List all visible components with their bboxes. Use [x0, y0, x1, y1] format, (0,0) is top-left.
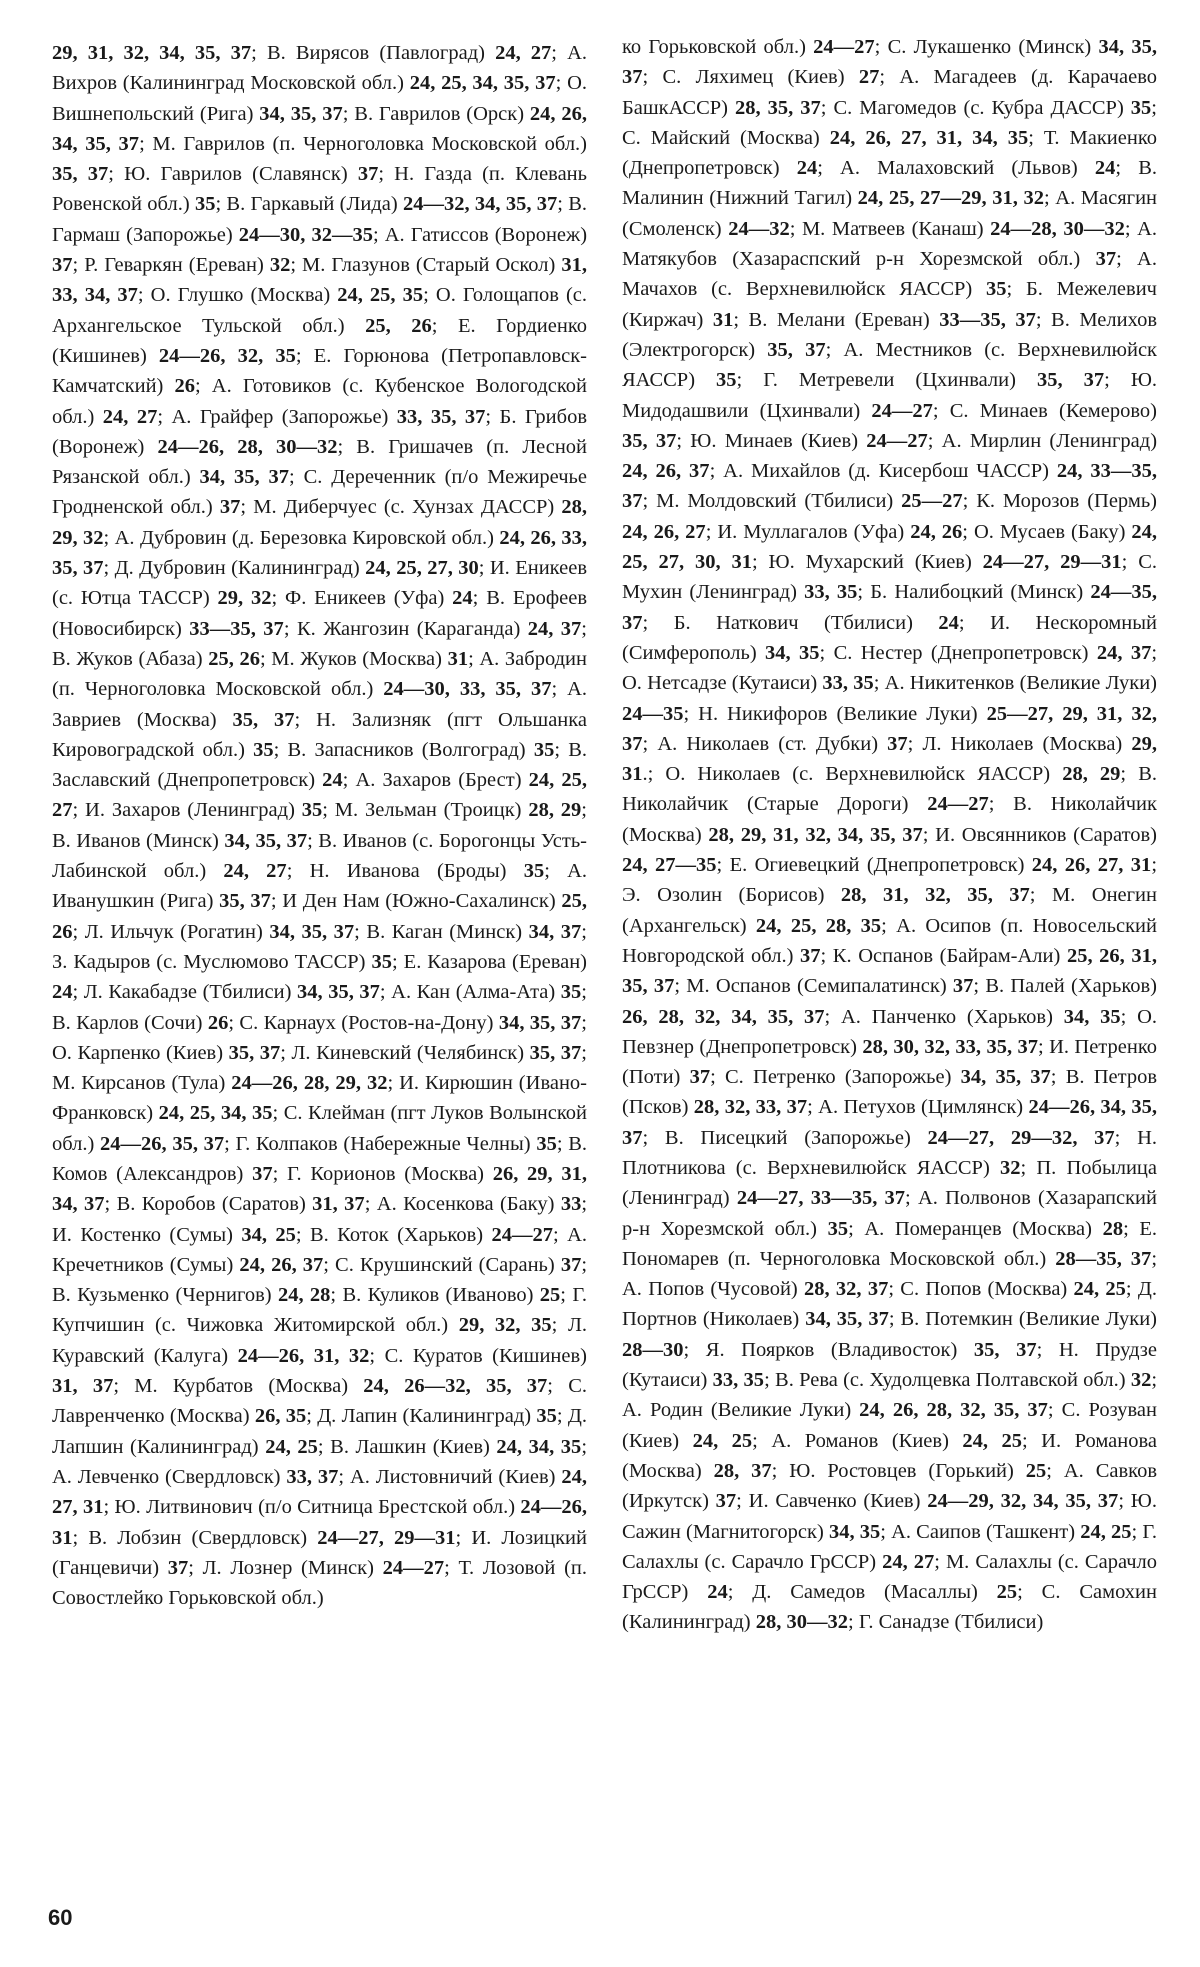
issue-numbers: 24, 25, 34, 35, 37: [409, 72, 556, 95]
issue-numbers: 24, 25: [265, 1435, 318, 1458]
issue-numbers: 24: [796, 157, 818, 180]
issue-numbers: 24—26, 31: [52, 1496, 587, 1549]
issue-numbers: 37: [252, 1162, 273, 1185]
issue-numbers: 34, 35, 37: [622, 36, 1158, 89]
issue-numbers: 35, 37: [767, 338, 826, 361]
issue-numbers: 24: [938, 611, 959, 634]
issue-numbers: 25, 26, 31, 35, 37: [622, 944, 1158, 998]
issue-numbers: 28—35, 37: [1055, 1247, 1152, 1270]
issue-numbers: 24—26, 28, 30—32: [157, 435, 338, 458]
issue-numbers: 35: [194, 193, 216, 216]
issue-numbers: 33, 37: [286, 1465, 339, 1488]
issue-numbers: 24, 27: [223, 860, 287, 883]
issue-numbers: 28, 29: [1062, 763, 1121, 786]
issue-numbers: 35: [536, 1132, 557, 1155]
issue-numbers: 34, 35, 37: [224, 829, 308, 852]
issue-numbers: 24, 25, 27: [52, 769, 588, 822]
issue-numbers: 26: [207, 1011, 229, 1034]
issue-numbers: 34, 35: [828, 1520, 881, 1543]
issue-numbers: 24—27, 29—31: [317, 1526, 456, 1549]
issue-numbers: 28, 29: [528, 799, 582, 822]
issue-numbers: 35: [716, 369, 737, 392]
issue-numbers: 24—26, 34, 35, 37: [622, 1096, 1158, 1149]
issue-numbers: 24, 26, 27, 31, 34, 35: [829, 126, 1029, 149]
issue-numbers: 33, 35: [804, 581, 858, 604]
issue-numbers: 28, 31, 32, 35, 37: [840, 884, 1030, 907]
issue-numbers: 35: [1130, 96, 1152, 119]
issue-numbers: 33, 35: [822, 672, 874, 695]
issue-numbers: 24—26, 31, 32: [237, 1344, 370, 1367]
issue-numbers: 25: [539, 1284, 561, 1307]
issue-numbers: 32: [999, 1156, 1021, 1179]
issue-numbers: 25—27, 29, 31, 32, 37: [622, 702, 1158, 755]
issue-numbers: 24—27: [866, 429, 928, 452]
issue-numbers: 28, 37: [713, 1459, 772, 1482]
issue-numbers: 24, 27: [102, 405, 158, 428]
issue-numbers: 24, 25: [1080, 1520, 1132, 1543]
issue-numbers: 24, 25, 27, 30, 31: [622, 520, 1158, 574]
issue-numbers: 35: [301, 799, 323, 822]
issue-numbers: 28, 29, 31, 32, 34, 35, 37: [708, 823, 923, 846]
issue-numbers: 24—30, 32—35: [238, 223, 373, 246]
issue-numbers: 24: [707, 1581, 728, 1604]
issue-numbers: 24, 26—32, 35, 37: [363, 1375, 548, 1398]
issue-numbers: 35, 37: [1036, 369, 1105, 392]
issue-numbers: 29, 32: [217, 587, 272, 610]
issue-numbers: 24, 25, 27—29, 31, 32: [857, 187, 1044, 210]
issue-numbers: 29, 31, 32, 34, 35, 37: [52, 42, 252, 64]
issue-numbers: 26, 28, 32, 34, 35, 37: [622, 1005, 825, 1028]
issue-numbers: 24, 25, 35: [337, 284, 424, 307]
issue-numbers: 24, 27, 31: [52, 1465, 588, 1519]
issue-numbers: 24—27, 29—32, 37: [927, 1126, 1115, 1149]
issue-numbers: 24—26, 32, 35: [158, 344, 296, 367]
issue-numbers: 35: [560, 981, 582, 1004]
issue-numbers: 37: [952, 975, 974, 998]
issue-numbers: 24, 25: [692, 1429, 753, 1452]
issue-numbers: 35, 37: [219, 890, 271, 913]
issue-numbers: 24, 26, 28, 32, 35, 37: [859, 1399, 1048, 1422]
issue-numbers: 34, 35, 37: [498, 1011, 582, 1034]
issue-numbers: 24—35, 37: [622, 581, 1158, 634]
issue-numbers: 29, 31: [622, 732, 1158, 786]
issue-numbers: 33—35, 37: [939, 308, 1036, 331]
issue-numbers: 24, 37: [1096, 641, 1152, 664]
issue-numbers: 24, 26: [910, 520, 963, 543]
issue-numbers: 26, 29, 31, 34, 37: [52, 1162, 587, 1216]
issue-numbers: 37: [800, 944, 821, 967]
issue-numbers: 24: [52, 981, 73, 1004]
left-column-text: 29, 31, 32, 34, 35, 37; В. Вирясов (Павлоград) 24, 27; А. Вихров (Калининград Московской обл.) 24, 25, 34, 35, 37; О. Вишнепольский (Рига) 34, 35, 37; В. Гаврилов (Орск) 24, 26, 34, 35, 37; М. Гаврилов (п. Черноголовка Московской обл.) 35, 37; Ю. Гаврилов (Славянск) 37; Н. Газда (п. Клевань Ровенской обл.) 35; В. Гаркавый (Лида) 24—32, 34, 35, 37; В. Гармаш (Запорожье) 24—30, 32—35; А. Гатиссов (Воронеж) 37; Р. Геваркян (Ереван) 32; М. Глазунов (Старый Оскол) 31, 33, 34, 37; О. Глушко (Москва) 24, 25, 35; О. Голощапов (с. Архангельское Тульской обл.) 25, 26; Е. Гордиенко (Кишинев) 24—26, 32, 35; Е. Горюнова (Петропавловск-Камчатский) 26; А. Готовиков (с. Кубенское Вологодской обл.) 24, 27; А. Грайфер (Запорожье) 33, 35, 37; Б. Грибов (Воронеж) 24—26, 28, 30—32; В. Гришачев (п. Лесной Рязанской обл.) 34, 35, 37; С. Дереченник (п/о Межиречье Гродненской обл.) 37; М. Диберчуес (с. Хунзах ДАССР) 28, 29, 32; А. Дубровин (д. Березовка Кировской обл.) 24, 26, 33, 35, 37; Д. Дубровин (Калининград) 24, 25, 27, 30; И. Еникеев (с. Ютца ТАССР) 29, 32; Ф. Еникеев (Уфа) 24; В. Ерофеев (Новосибирск) 33—35, 37; К. Жангозин (Караганда) 24, 37; В. Жуков (Абаза) 25, 26; М. Жуков (Москва) 31; А. Забродин (п. Черноголовка Московской обл.) 24—30, 33, 35, 37; А. Завриев (Москва) 35, 37; Н. Зализняк (пгт Ольшанка Кировоградской обл.) 35; В. Запасников (Волгоград) 35; В. Заславский (Днепропетровск) 24; А. Захаров (Брест) 24, 25, 27; И. Захаров (Ленинград) 35; М. Зельман (Троицк) 28, 29; В. Иванов (Минск) 34, 35, 37; В. Иванов (с. Борогонцы Усть-Лабинской обл.) 24, 27; Н. Иванова (Броды) 35; А. Иванушкин (Рига) 35, 37; И Ден Нам (Южно-Сахалинск) 25, 26; Л. Ильчук (Рогатин) 34, 35, 37; В. Каган (Минск) 34, 37; З. Кадыров (с. Муслюмово ТАССР) 35; Е. Казарова (Ереван) 24; Л. Какабадзе (Тбилиси) 34, 35, 37; А. Кан (Алма-Ата) 35; В. Карлов (Сочи) 26; С. Карнаух (Ростов-на-Дону) 34, 35, 37; О. Карпенко (Киев) 35, 37; Л. Киневский (Челябинск) 35, 37; М. Кирсанов (Тула) 24—26, 28, 29, 32; И. Кирюшин (Ивано-Франковск) 24, 25, 34, 35; С. Клейман (пгт Луков Волынской обл.) 24—26, 35, 37; Г. Колпаков (Набережные Челны) 35; В. Комов (Александров) 37; Г. Корионов (Москва) 26, 29, 31, 34, 37; В. Коробов (Саратов) 31, 37; А. Косенкова (Баку) 33; И. Костенко (Сумы) 34, 25; В. Коток (Харьков) 24—27; А. Кречетников (Сумы) 24, 26, 37; С. Крушинский (Сарань) 37; В. Кузьменко (Чернигов) 24, 28; В. Куликов (Иваново) 25; Г. Купчишин (с. Чижовка Житомирской обл.) 29, 32, 35; Л. Куравский (Калуга) 24—26, 31, 32; С. Куратов (Кишинев) 31, 37; М. Курбатов (Москва) 24, 26—32, 35, 37; С. Лавренченко (Москва) 26, 35; Д. Лапин (Калининград) 35; Д. Лапшин (Калининград) 24, 25; В. Лашкин (Киев) 24, 34, 35; А. Левченко (Свердловск) 33, 37; А. Листовничий (Киев) 24, 27, 31; Ю. Литвинович (п/о Ситница Брестской обл.) 24—26, 31; В. Лобзин (Свердловск) 24—27, 29—31; И. Лозицкий (Ганцевичи) 37; Л. Лознер (Минск) 24—27; Т. Лозовой (п. Совостлейко Горьковской обл.): [52, 42, 588, 1610]
issue-numbers: 24—29, 32, 34, 35, 37: [927, 1490, 1119, 1513]
issue-numbers: 26: [174, 375, 195, 398]
issue-numbers: 34, 35, 37: [297, 981, 380, 1004]
issue-numbers: 24: [322, 769, 343, 792]
issue-numbers: 24—32, 34, 35, 37: [403, 193, 558, 216]
issue-numbers: 24—27: [382, 1556, 445, 1579]
issue-numbers: 37: [715, 1490, 737, 1513]
issue-numbers: 34, 35, 37: [259, 102, 343, 125]
issue-numbers: 24, 25: [1073, 1278, 1126, 1301]
right-column: [622, 32, 1157, 1638]
issue-numbers: 24, 25: [962, 1429, 1022, 1452]
issue-numbers: 24, 25, 28, 35: [755, 914, 882, 937]
issue-numbers: 24, 27: [882, 1550, 935, 1573]
issue-numbers: 32: [269, 254, 291, 277]
page-number: 60: [48, 1905, 73, 1930]
issue-numbers: 24, 26, 37: [239, 1253, 324, 1276]
issue-numbers: 33, 35: [712, 1369, 765, 1392]
issue-numbers: 27: [858, 66, 880, 89]
issue-numbers: 24, 28: [277, 1284, 331, 1307]
issue-numbers: 34, 35, 37: [199, 466, 290, 489]
issue-numbers: 25: [1025, 1459, 1047, 1482]
issue-numbers: 24—27: [871, 399, 933, 422]
issue-numbers: 32: [1130, 1369, 1152, 1392]
issue-numbers: 35: [536, 1405, 557, 1428]
right-column-text: ко Горьковской обл.) 24—27; С. Лукашенко (Минск) 34, 35, 37; С. Ляхимец (Киев) 27; А. Магадеев (д. Карачаево БашкАССР) 28, 35, 37; С. Магомедов (с. Кубра ДАССР) 35; С. Майский (Москва) 24, 26, 27, 31, 34, 35; Т. Макиенко (Днепропетровск) 24; А. Малаховский (Львов) 24; В. Малинин (Нижний Тагил) 24, 25, 27—29, 31, 32; А. Масягин (Смоленск) 24—32; М. Матвеев (Канаш) 24—28, 30—32; А. Матякубов (Хазараспский р-н Хорезмской обл.) 37; А. Мачахов (с. Верхневилюйск ЯАССР) 35; Б. Межелевич (Киржач) 31; В. Мелани (Ереван) 33—35, 37; В. Мелихов (Электрогорск) 35, 37; А. Местников (с. Верхневилюйск ЯАССР) 35; Г. Метревели (Цхинвали) 35, 37; Ю. Мидодашвили (Цхинвали) 24—27; С. Минаев (Кемерово) 35, 37; Ю. Минаев (Киев) 24—27; А. Мирлин (Ленинград) 24, 26, 37; А. Михайлов (д. Кисербош ЧАССР) 24, 33—35, 37; М. Молдовский (Тбилиси) 25—27; К. Морозов (Пермь) 24, 26, 27; И. Муллагалов (Уфа) 24, 26; О. Мусаев (Баку) 24, 25, 27, 30, 31; Ю. Мухарский (Киев) 24—27, 29—31; С. Мухин (Ленинград) 33, 35; Б. Налибоцкий (Минск) 24—35, 37; Б. Наткович (Тбилиси) 24; И. Нескоромный (Симферополь) 34, 35; С. Нестер (Днепропетровск) 24, 37; О. Нетсадзе (Кутаиси) 33, 35; А. Никитенков (Великие Луки) 24—35; Н. Никифоров (Великие Луки) 25—27, 29, 31, 32, 37; А. Николаев (ст. Дубки) 37; Л. Николаев (Москва) 29, 31.; О. Николаев (с. Верхневилюйск ЯАССР) 28, 29; В. Николайчик (Старые Дороги) 24—27; В. Николайчик (Москва) 28, 29, 31, 32, 34, 35, 37; И. Овсянников (Саратов) 24, 27—35; Е. Огиевецкий (Днепропетровск) 24, 26, 27, 31; Э. Озолин (Борисов) 28, 31, 32, 35, 37; М. Онегин (Архангельск) 24, 25, 28, 35; А. Осипов (п. Новосельский Новгородской обл.) 37; К. Оспанов (Байрам-Али) 25, 26, 31, 35, 37; М. Оспанов (Семипалатинск) 37; В. Палей (Харьков) 26, 28, 32, 34, 35, 37; А. Панченко (Харьков) 34, 35; О. Певзнер (Днепропетровск) 28, 30, 32, 33, 35, 37; И. Петренко (Поти) 37; С. Петренко (Запорожье) 34, 35, 37; В. Петров (Псков) 28, 32, 33, 37; А. Петухов (Цимлянск) 24—26, 34, 35, 37; В. Писецкий (Запорожье) 24—27, 29—32, 37; Н. Плотникова (с. Верхневилюйск ЯАССР) 32; П. Побылица (Ленинград) 24—27, 33—35, 37; А. Полвонов (Хазарапский р-н Хорезмской обл.) 35; А. Померанцев (Москва) 28; Е. Пономарев (п. Черноголовка Московской обл.) 28—35, 37; А. Попов (Чусовой) 28, 32, 37; С. Попов (Москва) 24, 25; Д. Портнов (Николаев) 34, 35, 37; В. Потемкин (Великие Луки) 28—30; Я. Поярков (Владивосток) 35, 37; Н. Прудзе (Кутаиси) 33, 35; В. Рева (с. Худолцевка Полтавской обл.) 32; А. Родин (Великие Луки) 24, 26, 28, 32, 35, 37; С. Розуван (Киев) 24, 25; А. Романов (Киев) 24, 25; И. Романова (Москва) 28, 37; Ю. Ростовцев (Горький) 25; А. Савков (Иркутск) 37; И. Савченко (Киев) 24—29, 32, 34, 35, 37; Ю. Сажин (Магнитогорск) 34, 35; А. Саипов (Ташкент) 24, 25; Г. Салахлы (с. Сарачло ГрССР) 24, 27; М. Салахлы (с. Сарачло ГрССР) 24; Д. Самедов (Масаллы) 25; С. Самохин (Калининград) 28, 30—32; Г. Санадзе (Тбилиси): [622, 36, 1158, 1634]
issue-numbers: 29, 32, 35: [458, 1314, 552, 1337]
issue-numbers: 24, 34, 35: [496, 1435, 582, 1458]
issue-numbers: 37: [167, 1556, 189, 1579]
issue-numbers: 25—27: [901, 490, 963, 513]
issue-numbers: 35, 37: [228, 1041, 281, 1064]
issue-numbers: 24: [452, 587, 473, 610]
issue-numbers: 24, 25, 34, 35: [158, 1102, 273, 1125]
issue-numbers: 35, 37: [232, 708, 295, 731]
issue-numbers: 34, 35: [765, 641, 820, 664]
issue-numbers: 24, 27—35: [622, 854, 717, 877]
issue-numbers: 28—30: [622, 1338, 684, 1361]
issue-numbers: 24—27, 29—31: [982, 551, 1122, 574]
issue-numbers: 24, 27: [495, 42, 552, 64]
issue-numbers: 37: [560, 1253, 582, 1276]
issue-numbers: 24—26, 28, 29, 32: [231, 1072, 388, 1095]
left-column: [52, 38, 587, 1613]
issue-numbers: 24—27: [813, 36, 875, 58]
issue-numbers: 28, 30, 32, 33, 35, 37: [862, 1035, 1038, 1058]
issue-numbers: 31, 37: [312, 1193, 365, 1216]
issue-numbers: 35: [986, 278, 1007, 301]
issue-numbers: 35, 37: [973, 1338, 1037, 1361]
issue-numbers: 28, 30—32: [755, 1611, 849, 1634]
issue-numbers: 31: [447, 647, 469, 670]
issue-numbers: 24, 26, 34, 35, 37: [52, 102, 588, 155]
issue-numbers: 28, 29, 32: [52, 496, 588, 549]
issue-numbers: 24—35: [622, 702, 684, 725]
issue-numbers: 35, 37: [529, 1041, 582, 1064]
issue-numbers: 24, 26, 27, 31: [1031, 854, 1152, 877]
issue-numbers: 25, 26: [365, 314, 432, 337]
issue-numbers: 24, 37: [527, 617, 582, 640]
issue-numbers: 37: [357, 163, 379, 186]
issue-numbers: 28, 32, 37: [804, 1278, 889, 1301]
issue-numbers: 34, 35, 37: [805, 1308, 889, 1331]
issue-numbers: 25: [996, 1581, 1018, 1604]
issue-numbers: 34, 35, 37: [960, 1066, 1051, 1089]
issue-numbers: 24—27, 33—35, 37: [736, 1187, 906, 1210]
issue-numbers: 24—27: [927, 793, 989, 816]
issue-numbers: 35, 37: [622, 429, 677, 452]
issue-numbers: 35: [371, 950, 392, 973]
issue-numbers: 35: [523, 860, 545, 883]
issue-numbers: 26, 35: [254, 1405, 307, 1428]
issue-numbers: 34, 35, 37: [269, 920, 355, 943]
issue-numbers: 33: [560, 1193, 582, 1216]
issue-numbers: 35: [533, 738, 555, 761]
issue-numbers: 24—32: [728, 217, 790, 240]
issue-numbers: 24: [1094, 157, 1116, 180]
issue-numbers: 37: [52, 254, 73, 277]
issue-numbers: 24—30, 33, 35, 37: [383, 678, 552, 701]
issue-numbers: 31, 37: [52, 1375, 114, 1398]
issue-numbers: 24—26, 35, 37: [100, 1132, 225, 1155]
issue-numbers: 37: [689, 1066, 711, 1089]
issue-numbers: 37: [1095, 248, 1117, 271]
issue-numbers: 24, 26, 27: [622, 520, 706, 543]
issue-numbers: 24—28, 30—32: [990, 217, 1125, 240]
issue-numbers: 37: [219, 496, 241, 519]
issue-numbers: 24, 33—35, 37: [622, 460, 1158, 513]
issue-numbers: 37: [887, 732, 908, 755]
issue-numbers: 34, 25: [241, 1223, 296, 1246]
issue-numbers: 33, 35, 37: [396, 405, 486, 428]
issue-numbers: 34, 35: [1063, 1005, 1121, 1028]
issue-numbers: 31, 33, 34, 37: [52, 254, 587, 307]
issue-numbers: 24, 26, 33, 35, 37: [52, 526, 587, 580]
issue-numbers: 24—27: [491, 1223, 553, 1246]
issue-numbers: 25, 26: [208, 647, 260, 670]
issue-numbers: 28: [1102, 1217, 1124, 1240]
issue-numbers: 31: [712, 308, 734, 331]
issue-numbers: 28, 35, 37: [734, 96, 821, 119]
issue-numbers: 33—35, 37: [189, 617, 284, 640]
issue-numbers: 35, 37: [52, 163, 109, 186]
issue-numbers: 24, 25, 27, 30: [365, 557, 479, 580]
issue-numbers: 28, 32, 33, 37: [693, 1096, 808, 1119]
issue-numbers: 24, 26, 37: [622, 460, 710, 483]
issue-numbers: 35: [827, 1217, 849, 1240]
issue-numbers: 35: [253, 738, 274, 761]
issue-numbers: 34, 37: [528, 920, 582, 943]
issue-numbers: 25, 26: [52, 890, 587, 943]
